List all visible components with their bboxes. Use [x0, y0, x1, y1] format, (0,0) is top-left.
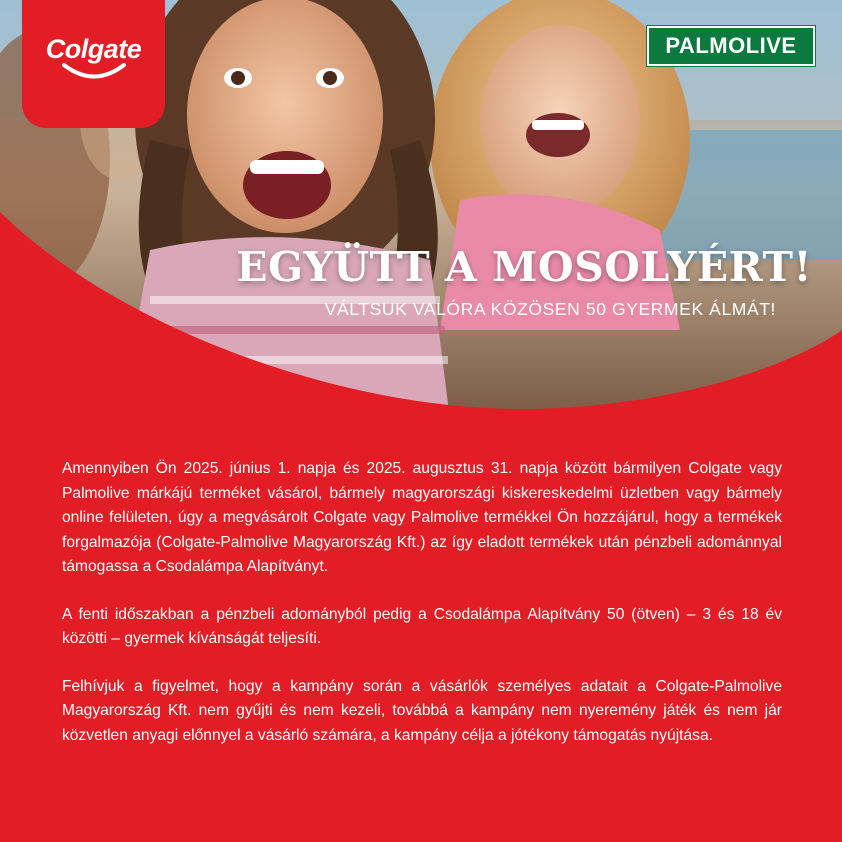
smile-icon: [62, 62, 126, 82]
headline-block: [0, 243, 842, 320]
colgate-wordmark: Colgate: [45, 34, 142, 64]
campaign-text: [62, 457, 782, 771]
palmolive-wordmark: PALMOLIVE: [665, 33, 797, 58]
paragraph-donation: A fenti időszakban a pénzbeli adományból pedig a Csodalámpa Alapítvány 50 (ötven) – 3 és 18 év közötti – gyermek kívánságát teljesíti.: [62, 605, 782, 647]
page-title: EGYÜTT A MOSOLYÉRT!: [236, 243, 812, 291]
page-subtitle: VÁLTSUK VALÓRA KÖZÖSEN 50 GYERMEK ÁLMÁT!: [324, 299, 776, 319]
paragraph-notice: Felhívjuk a figyelmet, hogy a kampány során a vásárlók személyes adatait a Colgate-Palmolive Magyarország Kft. nem gyűjti és nem kezeli, továbbá a kampány nem nyeremény játék és nem jár közvetlen anyagi előnnyel a vásárló számára, a kampány célja a jótékony támogatás nyújtása.: [62, 677, 782, 744]
colgate-logo: [22, 0, 165, 128]
palmolive-logo: [647, 26, 815, 66]
paragraph-purchase: Amennyiben Ön 2025. június 1. napja és 2025. augusztus 31. napja között bármilyen Colgate vagy Palmolive márkájú terméket vásárol, bármely magyarországi kiskereskedelmi üzletben vagy bármely online felületen, úgy a megvásárolt Colgate vagy Palmolive termékkel Ön hozzájárul, hogy a termékek forgalmazója (Colgate-Palmolive Magyarország Kft.) az így eladott termékek után pénzbeli adománnyal támogassa a Csodalámpa Alapítványt.: [62, 460, 782, 575]
